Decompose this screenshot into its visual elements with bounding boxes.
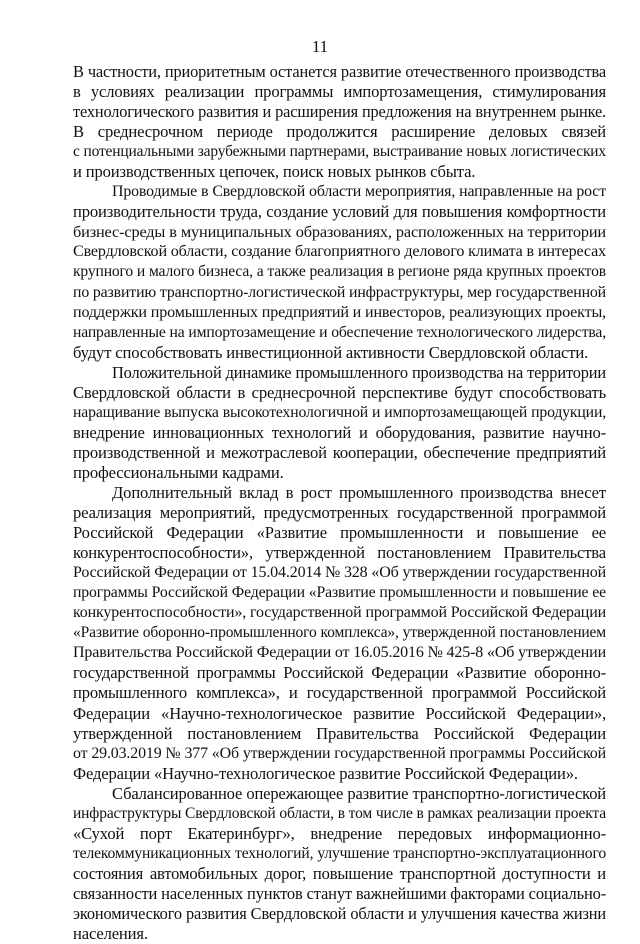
- text-line: производственной и межотраслевой кооперации, обеспечение предприятий: [73, 442, 606, 462]
- text-line: Положительной динамике промышленного производства на территории: [112, 362, 606, 382]
- text-line: технологического развития и расширения предложения на внутреннем рынке.: [73, 102, 606, 122]
- text-line: Сбалансированное опережающее развитие транспортно-логистической: [112, 783, 606, 803]
- text-line: бизнес-среды в муниципальных образованиях, расположенных на территории: [73, 222, 606, 242]
- text-line: В частности, приоритетным останется развитие отечественного производства: [73, 62, 606, 81]
- text-line: промышленного комплекса», и государственной программой Российской: [73, 683, 606, 703]
- text-line: по развитию транспортно-логистической инфраструктуры, мер государственной: [73, 283, 606, 301]
- text-line: «Развитие оборонно-промышленного комплекса», утвержденной постановлением: [73, 624, 606, 642]
- text-line: государственной программы Российской Федерации «Развитие оборонно-: [73, 663, 606, 683]
- text-line: Свердловской области в среднесрочной перспективе будут способствовать: [73, 382, 606, 402]
- text-line: населения.: [73, 924, 148, 944]
- text-line: Дополнительный вклад в рост промышленного производства внесет: [112, 482, 606, 502]
- text-line: поддержки промышленных предприятий и инвесторов, реализующих проекты,: [73, 303, 606, 321]
- text-line: «Сухой порт Екатеринбург», внедрение передовых информационно-: [73, 823, 606, 843]
- text-line: и производственных цепочек, поиск новых рынков сбыта.: [73, 162, 476, 182]
- text-line: экономического развития Свердловской области и улучшения качества жизни: [73, 903, 606, 923]
- text-line: утвержденной постановлением Правительства Российской Федерации: [73, 723, 606, 743]
- page-number: 11: [311, 37, 329, 56]
- text-line: внедрение инновационных технологий и оборудования, развитие научно-: [73, 422, 606, 442]
- text-line: от 29.03.2019 № 377 «Об утверждении государственной программы Российской: [73, 744, 606, 762]
- text-line: Правительства Российской Федерации от 16.05.2016 № 425-8 «Об утверждении: [73, 644, 606, 662]
- text-line: крупного и малого бизнеса, а также реализация в регионе ряда крупных проектов: [73, 263, 606, 281]
- text-line: направленные на импортозамещение и обеспечение технологического лидерства,: [73, 323, 606, 341]
- text-line: Свердловской области, создание благоприятного делового климата в интересах: [73, 243, 606, 261]
- text-line: профессиональными кадрами.: [73, 462, 284, 482]
- text-line: инфраструктуры Свердловской области, в том числе в рамках реализации проекта: [73, 804, 606, 822]
- text-line: производительности труда, создание условий для повышения комфортности: [73, 202, 606, 222]
- text-line: Проводимые в Свердловской области мероприятия, направленные на рост: [112, 183, 606, 201]
- text-line: Федерации «Научно-технологическое развитие Российской Федерации».: [73, 763, 578, 783]
- text-line: телекоммуникационных технологий, улучшение транспортно-эксплуатационного: [73, 844, 606, 862]
- text-line: Российской Федерации от 15.04.2014 № 328 «Об утверждении государственной: [73, 564, 606, 582]
- text-line: с потенциальными зарубежными партнерами, выстраивание новых логистических: [73, 143, 606, 161]
- paragraph: [73, 363, 606, 483]
- paragraph: [73, 784, 606, 944]
- text-line: реализация мероприятий, предусмотренных государственной программой: [73, 503, 606, 523]
- text-line: Российской Федерации «Развитие промышленности и повышение ее: [73, 523, 606, 543]
- text-line: конкурентоспособности», государственной программой Российской Федерации: [73, 604, 606, 622]
- paragraph: [73, 182, 606, 362]
- body-text: [73, 62, 606, 944]
- paragraph: [73, 62, 606, 182]
- text-line: состояния автомобильных дорог, повышение транспортной доступности и: [73, 863, 606, 883]
- text-line: Федерации «Научно-технологическое развитие Российской Федерации»,: [73, 703, 606, 723]
- text-line: программы Российской Федерации «Развитие промышленности и повышение ее: [73, 584, 606, 602]
- text-line: будут способствовать инвестиционной активности Свердловской области.: [73, 342, 589, 362]
- text-line: наращивание выпуска высокотехнологичной и импортозамещающей продукции,: [73, 403, 606, 421]
- text-line: в условиях реализации программы импортозамещения, стимулирования: [73, 82, 606, 102]
- text-line: связанности населенных пунктов станут важнейшими факторами социально-: [73, 883, 607, 903]
- text-line: В среднесрочном периоде продолжится расширение деловых связей: [73, 122, 606, 142]
- text-line: конкурентоспособности», утвержденной постановлением Правительства: [73, 543, 606, 563]
- paragraph: [73, 483, 606, 784]
